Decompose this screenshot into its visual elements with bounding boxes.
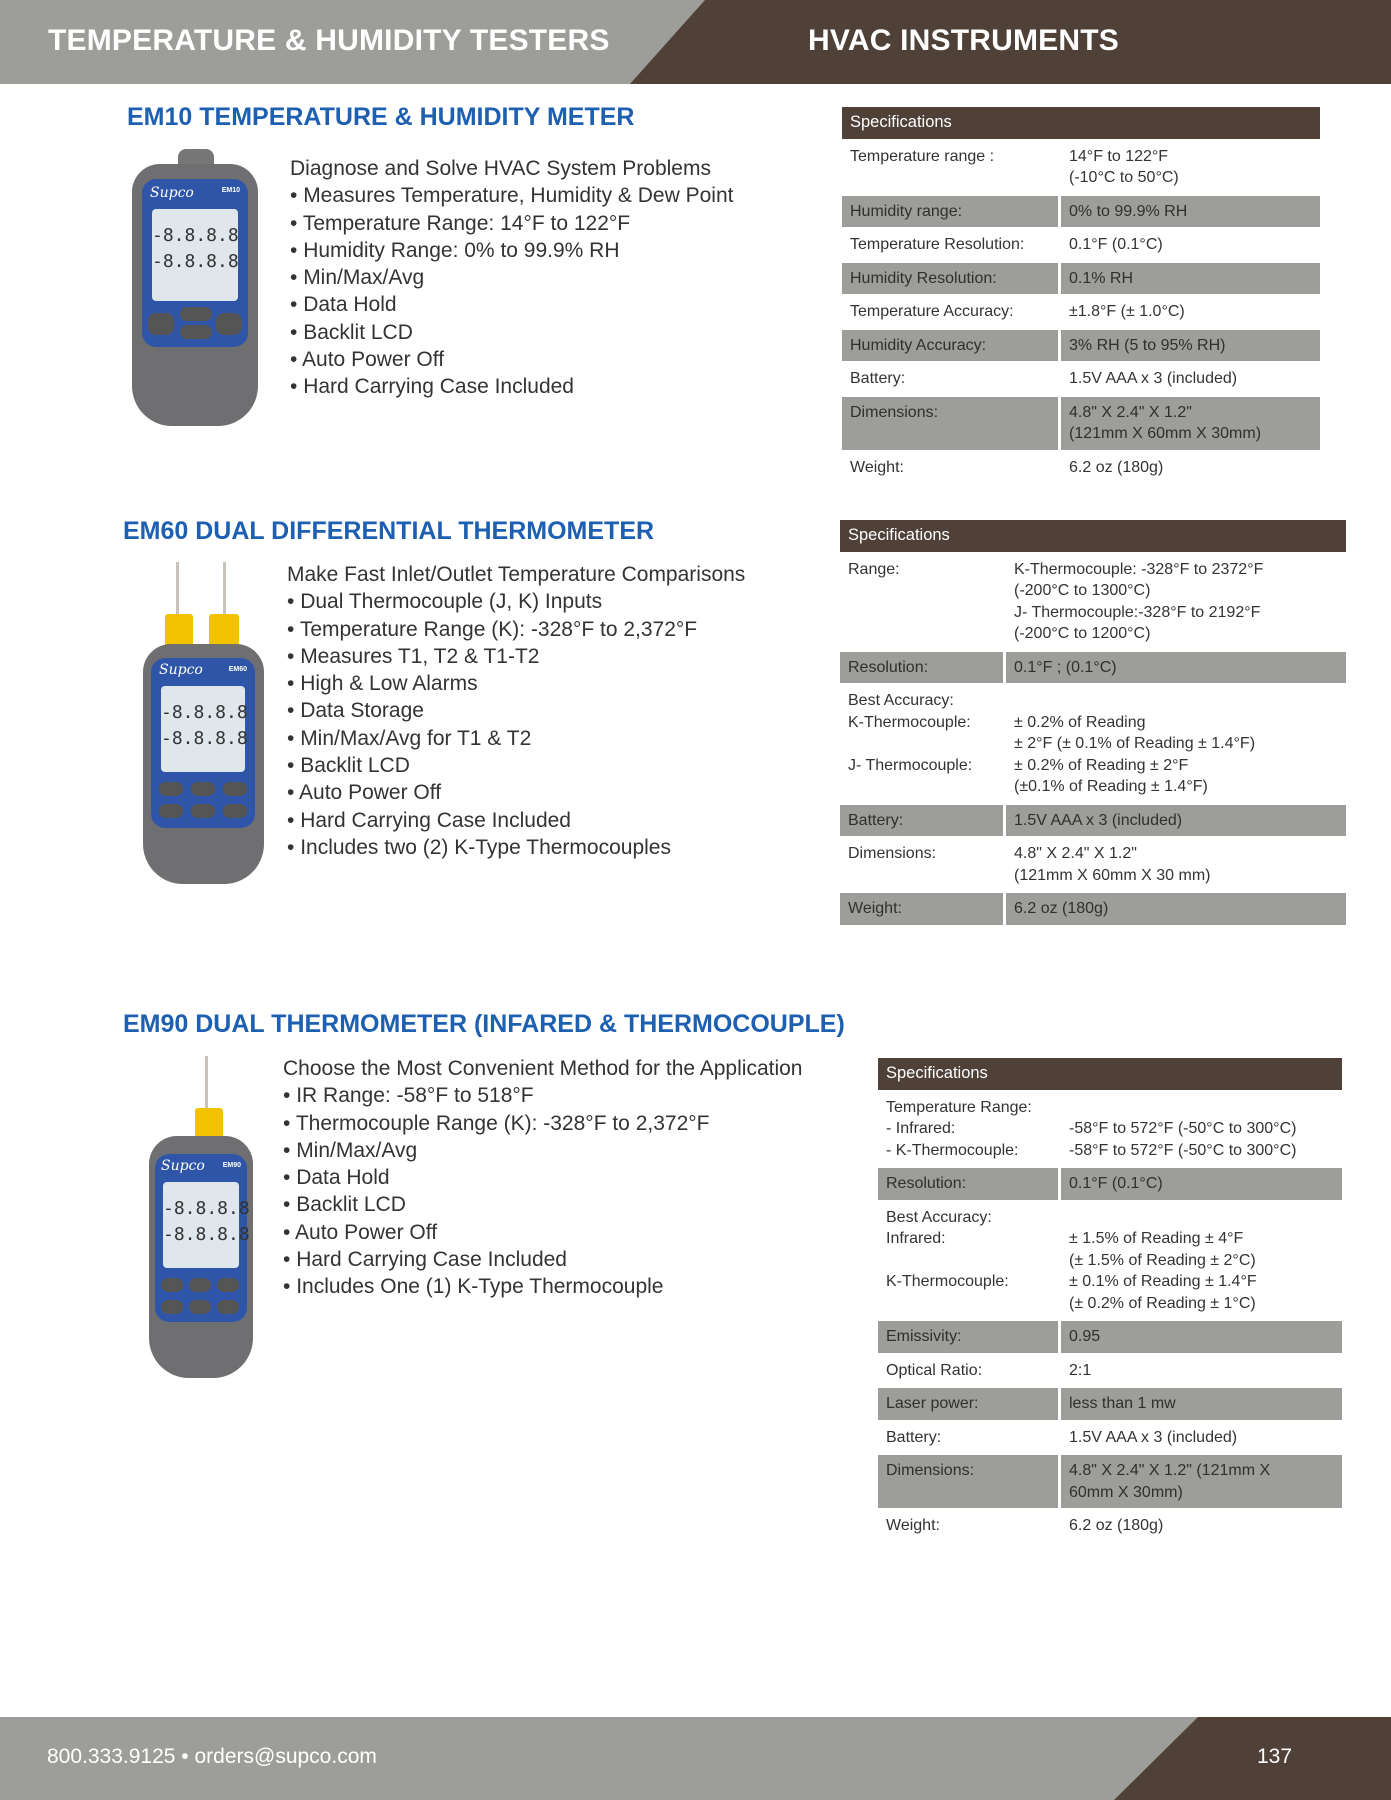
spec-value: 0.1°F (0.1°C) [1069, 236, 1163, 253]
lcd-display [163, 1182, 250, 1268]
lcd-reading: -8.8.8.8 [161, 702, 248, 723]
feature-item: • Measures T1, T2 & T1-T2 [287, 643, 745, 670]
feature-item: • Hard Carrying Case Included [283, 1246, 802, 1273]
spec-value: 4.8" X 2.4" X 1.2" (121mm X 60mm X 30mm) [1061, 1455, 1342, 1508]
spec-row [878, 1510, 1342, 1542]
spec-value: ± 0.2% of Reading ± 2°F (± 0.1% of Reading ± 1.4°F) ± 0.2% of Reading ± 2°F (±0.1% of Reading ± 1.4°F) [1014, 713, 1256, 795]
device-face [151, 658, 255, 828]
spec-value: 6.2 oz (180g) [1069, 1517, 1164, 1534]
feature-item: • Min/Max/Avg [283, 1137, 802, 1164]
device-button [159, 782, 183, 796]
spec-label: Weight: [850, 458, 904, 476]
spec-row [842, 452, 1320, 484]
spec-value: 0.1°F (0.1°C) [1061, 1168, 1342, 1200]
device-button [217, 1278, 239, 1292]
spec-label: Laser power: [878, 1388, 1061, 1420]
spec-value: 1.5V AAA x 3 (included) [1006, 805, 1346, 837]
spec-value: ±1.8°F (± 1.0°C) [1069, 303, 1185, 320]
feature-list [290, 155, 733, 401]
spec-label: Resolution: [840, 652, 1006, 684]
probe-wire [176, 562, 179, 622]
device-button [189, 1278, 211, 1292]
device-button [191, 804, 215, 818]
spec-label: Best Accuracy: Infrared: K-Thermocouple: [886, 1208, 1009, 1290]
spec-row [840, 554, 1346, 650]
spec-value: 14°F to 122°F (-10°C to 50°C) [1069, 147, 1179, 186]
spec-table-em60 [840, 518, 1346, 927]
spec-row [842, 397, 1320, 450]
device-button [223, 804, 247, 818]
unit-button [148, 313, 174, 335]
brand-logo: Supco [150, 185, 194, 201]
lcd-display [161, 686, 248, 772]
spec-label: Emissivity: [878, 1321, 1061, 1353]
feature-item: • Includes One (1) K-Type Thermocouple [283, 1273, 802, 1300]
feature-item: • Humidity Range: 0% to 99.9% RH [290, 237, 733, 264]
spec-value: 0.1% RH [1061, 263, 1320, 295]
device-button [217, 1300, 239, 1314]
spec-row [842, 330, 1320, 362]
spec-row [842, 141, 1320, 194]
spec-row [878, 1168, 1342, 1200]
feature-item: • High & Low Alarms [287, 670, 745, 697]
spec-row [840, 893, 1346, 925]
spec-value: 1.5V AAA x 3 (included) [1069, 1428, 1238, 1446]
spec-label: Range: [848, 560, 900, 578]
mode-button [180, 307, 212, 321]
spec-row [842, 363, 1320, 395]
device-button [159, 804, 183, 818]
category-title: HVAC INSTRUMENTS [808, 24, 1119, 57]
spec-label: Dimensions: [848, 845, 937, 862]
spec-table-em90 [878, 1056, 1342, 1544]
feature-item: • Min/Max/Avg for T1 & T2 [287, 725, 745, 752]
product-title: EM90 DUAL THERMOMETER (INFARED & THERMOCOUPLE) [123, 1010, 845, 1038]
hold-light-button [216, 313, 242, 335]
spec-label: Dimensions: [842, 397, 1061, 450]
spec-value: 6.2 oz (180g) [1006, 893, 1346, 925]
product-title: EM10 TEMPERATURE & HUMIDITY METER [127, 103, 635, 131]
device-button [223, 782, 247, 796]
spec-header: Specifications [840, 520, 1346, 552]
brand-logo: Supco [161, 1158, 205, 1174]
spec-row [840, 685, 1346, 803]
product-intro: Diagnose and Solve HVAC System Problems [290, 157, 711, 180]
spec-row [840, 805, 1346, 837]
spec-table-em10 [842, 105, 1320, 485]
feature-item: • Data Storage [287, 697, 745, 724]
spec-label: Temperature range : [850, 147, 995, 165]
spec-value: less than 1 mw [1061, 1388, 1342, 1420]
feature-item: • Auto Power Off [283, 1219, 802, 1246]
spec-row [878, 1422, 1342, 1454]
feature-item: • Backlit LCD [287, 752, 745, 779]
spec-row [842, 263, 1320, 295]
spec-label: Resolution: [878, 1168, 1061, 1200]
probe-wire [205, 1056, 208, 1116]
lcd-display [152, 209, 238, 301]
feature-list [283, 1055, 802, 1301]
spec-label: Dimensions: [878, 1455, 1061, 1508]
feature-item: • Temperature Range (K): -328°F to 2,372°F [287, 616, 745, 643]
feature-item: • Data Hold [290, 291, 733, 318]
product-intro: Choose the Most Convenient Method for the Application [283, 1057, 803, 1080]
spec-label: Temperature Resolution: [850, 236, 1025, 253]
spec-value: 4.8" X 2.4" X 1.2" (121mm X 60mm X 30 mm) [1014, 845, 1211, 884]
page-number: 137 [1257, 1745, 1293, 1768]
spec-header: Specifications [842, 107, 1320, 139]
device-face [142, 179, 248, 347]
lcd-reading: -8.8.8.8 [163, 1198, 250, 1219]
feature-item: • Hard Carrying Case Included [290, 373, 733, 400]
feature-item: • Temperature Range: 14°F to 122°F [290, 210, 733, 237]
device-button [161, 1278, 183, 1292]
model-label: EM90 [222, 1162, 241, 1169]
feature-item: • Data Hold [283, 1164, 802, 1191]
spec-value: 6.2 oz (180g) [1069, 458, 1164, 476]
spec-row [842, 196, 1320, 228]
spec-label: Weight: [886, 1517, 940, 1534]
spec-row [878, 1321, 1342, 1353]
footer-contact: 800.333.9125 • orders@supco.com [47, 1745, 377, 1768]
spec-value: 0% to 99.9% RH [1061, 196, 1320, 228]
spec-label: Battery: [886, 1428, 942, 1446]
feature-item: • Auto Power Off [287, 779, 745, 806]
feature-item: • Hard Carrying Case Included [287, 807, 745, 834]
feature-item: • IR Range: -58°F to 518°F [283, 1082, 802, 1109]
spec-row [878, 1202, 1342, 1320]
spec-label: Humidity Accuracy: [842, 330, 1061, 362]
product-title: EM60 DUAL DIFFERENTIAL THERMOMETER [123, 517, 655, 545]
spec-value: -58°F to 572°F (-50°C to 300°C) -58°F to 572°F (-50°C to 300°C) [1069, 1120, 1297, 1159]
device-face [155, 1154, 250, 1322]
probe-wire [223, 562, 226, 622]
model-label: EM60 [228, 666, 247, 673]
spec-label: Best Accuracy: K-Thermocouple: J- Thermocouple: [848, 692, 973, 774]
spec-value: 0.1°F ; (0.1°C) [1006, 652, 1346, 684]
spec-label: Weight: [840, 893, 1006, 925]
spec-row [878, 1092, 1342, 1167]
spec-row [842, 296, 1320, 328]
lcd-reading: -8.8.8.8 [152, 225, 239, 246]
section-title: TEMPERATURE & HUMIDITY TESTERS [48, 24, 610, 57]
device-button [161, 1300, 183, 1314]
feature-item: • Thermocouple Range (K): -328°F to 2,372°F [283, 1110, 802, 1137]
spec-row [840, 652, 1346, 684]
spec-value: 3% RH (5 to 95% RH) [1061, 330, 1320, 362]
spec-row [878, 1355, 1342, 1387]
feature-list [287, 561, 745, 861]
spec-row [842, 229, 1320, 261]
device-button [189, 1300, 211, 1314]
feature-item: • Dual Thermocouple (J, K) Inputs [287, 588, 745, 615]
spec-row [878, 1455, 1342, 1508]
feature-item: • Min/Max/Avg [290, 264, 733, 291]
feature-item: • Backlit LCD [283, 1191, 802, 1218]
spec-label: Battery: [840, 805, 1006, 837]
model-label: EM10 [221, 187, 240, 194]
spec-value: 4.8" X 2.4" X 1.2" (121mm X 60mm X 30mm) [1061, 397, 1320, 450]
lcd-reading: -8.8.8.8 [152, 251, 239, 272]
feature-item: • Includes two (2) K-Type Thermocouples [287, 834, 745, 861]
spec-header: Specifications [878, 1058, 1342, 1090]
spec-value: ± 1.5% of Reading ± 4°F (± 1.5% of Reading ± 2°C) ± 0.1% of Reading ± 1.4°F (± 0.2% of Reading ± 1°C) [1069, 1230, 1257, 1312]
spec-value: 1.5V AAA x 3 (included) [1069, 370, 1238, 387]
spec-value: 0.95 [1061, 1321, 1342, 1353]
spec-label: Temperature Range: - Infrared: - K-Thermocouple: [886, 1098, 1032, 1159]
device-button [191, 782, 215, 796]
spec-label: Temperature Accuracy: [850, 303, 1014, 320]
spec-label: Humidity Resolution: [842, 263, 1061, 295]
lcd-reading: -8.8.8.8 [163, 1224, 250, 1245]
spec-value: 2:1 [1069, 1361, 1092, 1379]
page-footer [0, 1717, 1391, 1800]
spec-row [840, 838, 1346, 891]
feature-item: • Auto Power Off [290, 346, 733, 373]
spec-label: Battery: [850, 370, 906, 387]
spec-label: Optical Ratio: [886, 1361, 983, 1379]
feature-item: • Measures Temperature, Humidity & Dew Point [290, 182, 733, 209]
product-intro: Make Fast Inlet/Outlet Temperature Comparisons [287, 563, 746, 586]
feature-item: • Backlit LCD [290, 319, 733, 346]
spec-value: K-Thermocouple: -328°F to 2372°F (-200°C to 1300°C) J- Thermocouple:-328°F to 2192°F (-200°C to 1200°C) [1014, 560, 1264, 642]
brand-logo: Supco [159, 662, 203, 678]
onoff-button [180, 325, 212, 339]
lcd-reading: -8.8.8.8 [161, 728, 248, 749]
spec-row [878, 1388, 1342, 1420]
spec-label: Humidity range: [842, 196, 1061, 228]
page-header-banner [0, 0, 1391, 84]
